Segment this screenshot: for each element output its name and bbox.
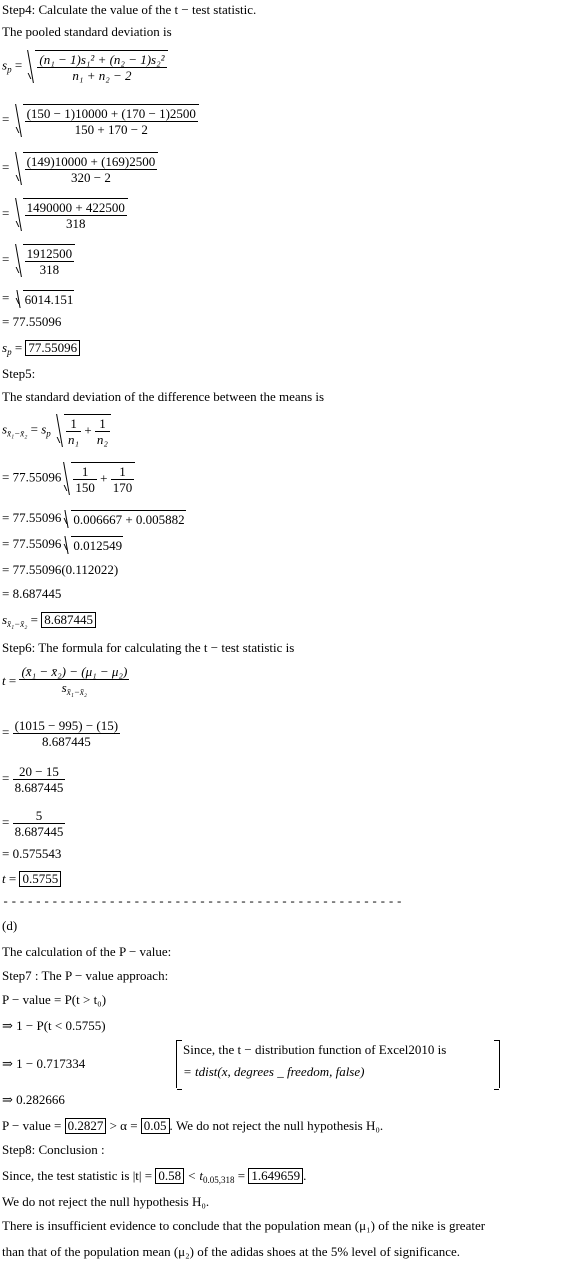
excel-note-line2: = tdist(x, degrees _ freedom, false) [183, 1064, 365, 1079]
pooled-sd-line5: = $\frac{1912500}{318}$ [2, 244, 75, 277]
pooled-sd-result: $s_p = 77.55096$ [2, 340, 80, 360]
step8-title: Step8: Conclusion : [2, 1142, 105, 1157]
t-formula: t = $\frac{\text{(x̄₁ − x̄₂) − (μ₁ − μ₂)}}{s_{x̄_1-x̄_2}}$ [2, 664, 128, 697]
t-critical-box: 1.649659 [248, 1168, 303, 1184]
pooled-sd-line7: = 77.55096 [2, 314, 62, 329]
pvalue-answer-box: 0.2827 [65, 1118, 107, 1134]
pvalue-line1: P − value = P(t > t₀) [2, 992, 107, 1007]
alpha-box: 0.05 [141, 1118, 170, 1134]
t-line3: = $\frac{20 - 15}{8.687445}$ [2, 764, 64, 795]
step4-intro: The pooled standard deviation is [2, 24, 172, 39]
sd-diff-answer-box: 8.687445 [41, 612, 96, 628]
sd-diff-line4: = 77.55096 0.012549 [2, 536, 123, 554]
pvalue-line4: ⇒ 0.282666 [2, 1092, 65, 1107]
pooled-sd-line3: = $\frac{(149)10000 + (169)2500}{320 - 2}$ [2, 152, 158, 185]
step4-title: Step4: Calculate the value of the t − test statistic. [2, 2, 257, 17]
step6-title: Step6: The formula for calculating the t − test statistic is [2, 640, 295, 655]
t-line2: = $\frac{(1015 - 995) - (15)}{8.687445}$ [2, 718, 119, 749]
t-answer-box: 0.5755 [19, 871, 61, 887]
sd-diff-line3: = 77.55096 0.006667 + 0.005882 [2, 510, 185, 528]
sd-diff-line6: = 8.687445 [2, 586, 62, 601]
pooled-sd-line4: = $\frac{1490000 + 422500}{318}$ [2, 198, 128, 231]
pooled-sd-formula: $s_p$ = $\frac{\text{(n₁ − 1)s₁² + (n₂ − 1)s₂²}}{\text{n₁ + n₂ − 2}}$ [2, 50, 168, 83]
excel-note-line1: Since, the t − distribution function of Excel2010 is [183, 1042, 447, 1057]
t-result: t = 0.5755 [2, 871, 61, 887]
t-line4: = $\frac{5}{8.687445}$ [2, 808, 64, 839]
conclusion-line2: We do not reject the null hypothesis H₀. [2, 1194, 210, 1209]
sd-diff-formula: $s_{x̄_1-x̄_2} = s_p$ $\frac{1}{\text{n₁}}$ + $\frac{1}{\text{n₂}}$ [2, 414, 111, 447]
pvalue-line2: ⇒ 1 − P(t < 0.5755) [2, 1018, 106, 1033]
step5-intro: The standard deviation of the difference between the means is [2, 389, 325, 404]
pvalue-decision: P − value = 0.2827 > α = 0.05 . We do not reject the null hypothesis H₀. [2, 1118, 384, 1133]
separator-line: ------------------------------------------------- [2, 895, 404, 909]
part-d-label: (d) [2, 918, 18, 933]
pvalue-line3: ⇒ 1 − 0.717334 [2, 1056, 86, 1071]
sd-diff-line2: = 77.55096 $\frac{1}{150}$ + $\frac{1}{170}$ [2, 462, 135, 495]
sd-diff-line5: = 77.55096(0.112022) [2, 562, 119, 577]
conclusion-comparison: Since, the test statistic is $|t| = 0.58 < t_{0.05,318} = 1.649659$ . [2, 1168, 307, 1185]
part-d-intro: The calculation of the P − value: [2, 944, 172, 959]
pooled-sd-answer-box: 77.55096 [25, 340, 80, 356]
conclusion-line3: There is insufficient evidence to conclude that the population mean (μ₁) of the nike is greater [2, 1218, 486, 1233]
pooled-sd-line2: = $\frac{(150 - 1)10000 + (170 - 1)2500}{150 + 170 - 2}$ [2, 104, 199, 137]
excel-note-bracket [176, 1040, 500, 1088]
step5-title: Step5: [2, 366, 36, 381]
conclusion-line4: than that of the population mean (μ₂) of the adidas shoes at the 5% level of significance. [2, 1244, 461, 1259]
step7-title: Step7 : The P − value approach: [2, 968, 169, 983]
t-line5: = 0.575543 [2, 846, 62, 861]
pooled-sd-line6: = 6014.151 [2, 290, 74, 308]
sd-diff-result: $s_{x̄_1-x̄_2} = 8.687445$ [2, 612, 96, 632]
t-abs-box: 0.58 [155, 1168, 184, 1184]
